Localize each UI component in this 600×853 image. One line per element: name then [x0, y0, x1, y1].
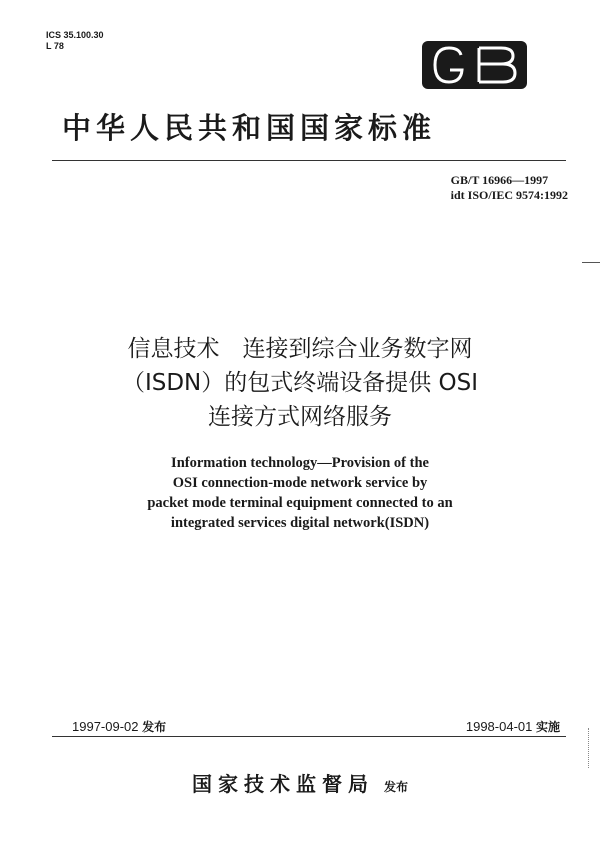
scan-edge-mark: [582, 262, 600, 263]
title-chinese-line: 连接方式网络服务: [208, 404, 392, 430]
title-chinese-line: （ISDN）的包式终端设备提供 OSI: [121, 370, 479, 396]
implementation-date: [466, 718, 560, 735]
ccs-code: L 78: [46, 41, 64, 51]
gb-logo: [421, 40, 528, 90]
standard-number: GB/T 16966—1997: [450, 173, 549, 187]
title-english-line: integrated services digital network(ISDN): [170, 515, 430, 531]
title-english-line: Information technology—Provision of the: [171, 455, 429, 471]
implementation-date-value: 1998-04-01: [465, 719, 533, 734]
title-english-line: packet mode terminal equipment connected to an: [147, 495, 453, 511]
classification-codes: [46, 30, 104, 52]
standard-numbers: [451, 173, 568, 203]
publisher-name: 国家技术监督局: [191, 772, 374, 796]
title-chinese-line: 信息技术 连接到综合业务数字网: [127, 336, 473, 362]
national-standard-title: 中华人民共和国国家标准: [62, 111, 437, 145]
publisher-action: 发布: [383, 780, 408, 794]
issue-date: [72, 718, 166, 735]
header-divider: [52, 160, 566, 161]
title-english: [40, 453, 560, 533]
title-english-line: OSI connection-mode network service by: [172, 475, 428, 491]
issue-date-label: 发布: [142, 720, 167, 734]
publisher: [80, 768, 520, 797]
equivalent-standard: idt ISO/IEC 9574:1992: [450, 188, 568, 202]
issue-date-value: 1997-09-02: [72, 719, 139, 734]
implementation-date-label: 实施: [535, 720, 560, 734]
title-chinese: [40, 332, 560, 434]
scan-edge-dots: [588, 728, 593, 768]
ics-code: ICS 35.100.30: [46, 30, 104, 40]
footer-divider: [52, 736, 566, 737]
